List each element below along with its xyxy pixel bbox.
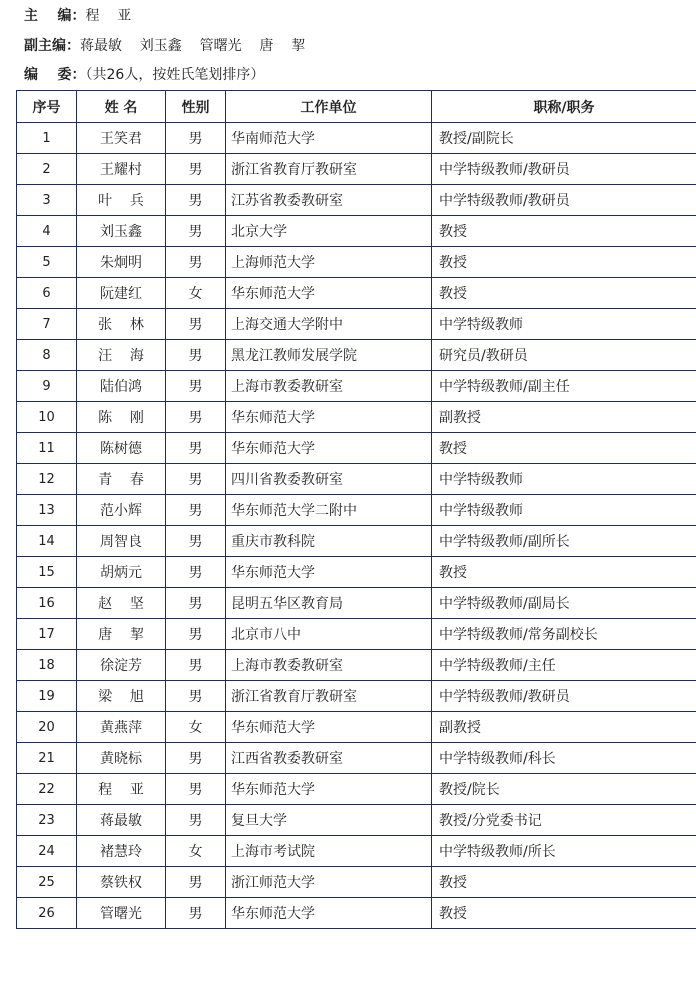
cell-workplace: 黑龙江教师发展学院 [226, 340, 432, 371]
cell-title: 教授/院长 [432, 774, 696, 805]
cell-workplace: 上海交通大学附中 [226, 309, 432, 340]
cell-workplace: 上海市教委教研室 [226, 650, 432, 681]
cell-title: 教授 [432, 278, 696, 309]
cell-title: 教授 [432, 247, 696, 278]
cell-name: 黄晓标 [77, 743, 166, 774]
cell-name: 朱炯明 [77, 247, 166, 278]
deputy-editor-line [24, 37, 305, 55]
cell-workplace: 浙江省教育厅教研室 [226, 681, 432, 712]
cell-title: 中学特级教师/教研员 [432, 681, 696, 712]
table-row [17, 712, 696, 743]
table-row [17, 836, 696, 867]
cell-title: 中学特级教师/科长 [432, 743, 696, 774]
cell-gender: 男 [166, 216, 226, 247]
table-row [17, 154, 696, 185]
cell-title: 教授 [432, 557, 696, 588]
cell-number: 6 [17, 278, 77, 309]
cell-title: 教授/分党委书记 [432, 805, 696, 836]
table-row [17, 774, 696, 805]
cell-gender: 男 [166, 526, 226, 557]
cell-number: 7 [17, 309, 77, 340]
editorial-board-label: 编 委： [24, 67, 86, 83]
cell-title: 教授 [432, 433, 696, 464]
table-row [17, 588, 696, 619]
cell-workplace: 华南师范大学 [226, 123, 432, 154]
cell-name: 程 亚 [77, 774, 166, 805]
cell-name: 周智良 [77, 526, 166, 557]
cell-gender: 男 [166, 557, 226, 588]
table-row [17, 650, 696, 681]
cell-number: 26 [17, 898, 77, 929]
cell-workplace: 四川省教委教研室 [226, 464, 432, 495]
cell-title: 中学特级教师/教研员 [432, 154, 696, 185]
cell-gender: 男 [166, 681, 226, 712]
editorial-board-note: （共26人，按姓氏笔划排序） [85, 67, 265, 83]
cell-number: 17 [17, 619, 77, 650]
cell-number: 25 [17, 867, 77, 898]
cell-title: 中学特级教师/副主任 [432, 371, 696, 402]
cell-name: 梁 旭 [77, 681, 166, 712]
cell-name: 王耀村 [77, 154, 166, 185]
cell-number: 10 [17, 402, 77, 433]
cell-gender: 男 [166, 898, 226, 929]
table-row [17, 402, 696, 433]
cell-workplace: 浙江省教育厅教研室 [226, 154, 432, 185]
cell-name: 徐淀芳 [77, 650, 166, 681]
cell-title: 副教授 [432, 402, 696, 433]
cell-workplace: 华东师范大学 [226, 557, 432, 588]
cell-workplace: 北京大学 [226, 216, 432, 247]
cell-title: 教授 [432, 898, 696, 929]
cell-workplace: 华东师范大学 [226, 433, 432, 464]
cell-name: 汪 海 [77, 340, 166, 371]
table-row [17, 495, 696, 526]
editorial-board-table [16, 90, 696, 929]
table-row [17, 309, 696, 340]
cell-number: 16 [17, 588, 77, 619]
table-row [17, 371, 696, 402]
cell-title: 中学特级教师/副局长 [432, 588, 696, 619]
cell-title: 中学特级教师/所长 [432, 836, 696, 867]
cell-name: 赵 坚 [77, 588, 166, 619]
table-row [17, 743, 696, 774]
cell-workplace: 华东师范大学 [226, 774, 432, 805]
cell-workplace: 华东师范大学 [226, 712, 432, 743]
cell-name: 叶 兵 [77, 185, 166, 216]
cell-gender: 男 [166, 433, 226, 464]
cell-number: 20 [17, 712, 77, 743]
cell-name: 阮建红 [77, 278, 166, 309]
cell-title: 中学特级教师 [432, 464, 696, 495]
cell-name: 陈 刚 [77, 402, 166, 433]
cell-title: 教授 [432, 867, 696, 898]
header-number: 序号 [17, 91, 77, 123]
table-row [17, 464, 696, 495]
cell-name: 唐 挈 [77, 619, 166, 650]
table-row [17, 340, 696, 371]
cell-name: 管曙光 [77, 898, 166, 929]
cell-title: 中学特级教师/副所长 [432, 526, 696, 557]
editorial-board-line [24, 66, 264, 84]
cell-number: 3 [17, 185, 77, 216]
cell-number: 11 [17, 433, 77, 464]
cell-name: 张 林 [77, 309, 166, 340]
cell-gender: 男 [166, 867, 226, 898]
cell-gender: 男 [166, 402, 226, 433]
cell-number: 24 [17, 836, 77, 867]
cell-title: 中学特级教师/教研员 [432, 185, 696, 216]
table-row [17, 216, 696, 247]
cell-number: 22 [17, 774, 77, 805]
cell-number: 9 [17, 371, 77, 402]
cell-gender: 男 [166, 464, 226, 495]
table-body [17, 123, 696, 929]
cell-title: 教授/副院长 [432, 123, 696, 154]
cell-gender: 女 [166, 278, 226, 309]
cell-number: 5 [17, 247, 77, 278]
cell-number: 15 [17, 557, 77, 588]
cell-number: 8 [17, 340, 77, 371]
cell-workplace: 重庆市教科院 [226, 526, 432, 557]
cell-title: 研究员/教研员 [432, 340, 696, 371]
cell-workplace: 华东师范大学 [226, 278, 432, 309]
cell-number: 2 [17, 154, 77, 185]
cell-gender: 男 [166, 154, 226, 185]
cell-title: 副教授 [432, 712, 696, 743]
table-row [17, 278, 696, 309]
header-title: 职称/职务 [432, 91, 696, 123]
table-row [17, 247, 696, 278]
cell-number: 12 [17, 464, 77, 495]
cell-gender: 男 [166, 650, 226, 681]
header-gender: 性别 [166, 91, 226, 123]
chief-editor-line [24, 7, 131, 25]
cell-gender: 男 [166, 588, 226, 619]
table-row [17, 619, 696, 650]
table-row [17, 123, 696, 154]
cell-workplace: 上海师范大学 [226, 247, 432, 278]
cell-number: 21 [17, 743, 77, 774]
cell-workplace: 北京市八中 [226, 619, 432, 650]
cell-name: 胡炳元 [77, 557, 166, 588]
cell-workplace: 上海市教委教研室 [226, 371, 432, 402]
cell-workplace: 上海市考试院 [226, 836, 432, 867]
cell-workplace: 华东师范大学 [226, 898, 432, 929]
cell-name: 陆伯鸿 [77, 371, 166, 402]
table-header-row [17, 91, 696, 123]
cell-title: 中学特级教师 [432, 495, 696, 526]
cell-gender: 男 [166, 247, 226, 278]
cell-number: 4 [17, 216, 77, 247]
cell-name: 范小辉 [77, 495, 166, 526]
cell-title: 中学特级教师/常务副校长 [432, 619, 696, 650]
deputy-editor-value: 蒋最敏 刘玉鑫 管曙光 唐 挈 [80, 38, 306, 54]
cell-gender: 男 [166, 371, 226, 402]
cell-gender: 男 [166, 123, 226, 154]
table-row [17, 557, 696, 588]
cell-number: 13 [17, 495, 77, 526]
cell-gender: 男 [166, 309, 226, 340]
cell-workplace: 华东师范大学二附中 [226, 495, 432, 526]
header-name: 姓 名 [77, 91, 166, 123]
cell-workplace: 复旦大学 [226, 805, 432, 836]
cell-number: 23 [17, 805, 77, 836]
table-row [17, 526, 696, 557]
cell-name: 黄燕萍 [77, 712, 166, 743]
cell-number: 1 [17, 123, 77, 154]
cell-gender: 男 [166, 185, 226, 216]
cell-title: 教授 [432, 216, 696, 247]
cell-name: 褚慧玲 [77, 836, 166, 867]
chief-editor-value: 程 亚 [85, 8, 132, 24]
cell-number: 14 [17, 526, 77, 557]
cell-gender: 男 [166, 495, 226, 526]
cell-gender: 男 [166, 805, 226, 836]
table-row [17, 185, 696, 216]
table-row [17, 867, 696, 898]
cell-name: 蒋最敏 [77, 805, 166, 836]
cell-number: 19 [17, 681, 77, 712]
table-row [17, 805, 696, 836]
cell-workplace: 华东师范大学 [226, 402, 432, 433]
deputy-editor-label: 副主编： [24, 38, 80, 54]
cell-title: 中学特级教师/主任 [432, 650, 696, 681]
cell-name: 王笑君 [77, 123, 166, 154]
cell-gender: 男 [166, 340, 226, 371]
cell-name: 蔡铁权 [77, 867, 166, 898]
table-row [17, 898, 696, 929]
cell-workplace: 江苏省教委教研室 [226, 185, 432, 216]
cell-gender: 男 [166, 774, 226, 805]
chief-editor-label: 主 编： [24, 8, 86, 24]
cell-number: 18 [17, 650, 77, 681]
cell-gender: 男 [166, 743, 226, 774]
cell-workplace: 昆明五华区教育局 [226, 588, 432, 619]
cell-name: 刘玉鑫 [77, 216, 166, 247]
header-workplace: 工作单位 [226, 91, 432, 123]
cell-workplace: 江西省教委教研室 [226, 743, 432, 774]
cell-gender: 女 [166, 836, 226, 867]
cell-gender: 男 [166, 619, 226, 650]
table-row [17, 433, 696, 464]
cell-gender: 女 [166, 712, 226, 743]
table-row [17, 681, 696, 712]
cell-name: 青 春 [77, 464, 166, 495]
cell-name: 陈树德 [77, 433, 166, 464]
cell-workplace: 浙江师范大学 [226, 867, 432, 898]
cell-title: 中学特级教师 [432, 309, 696, 340]
